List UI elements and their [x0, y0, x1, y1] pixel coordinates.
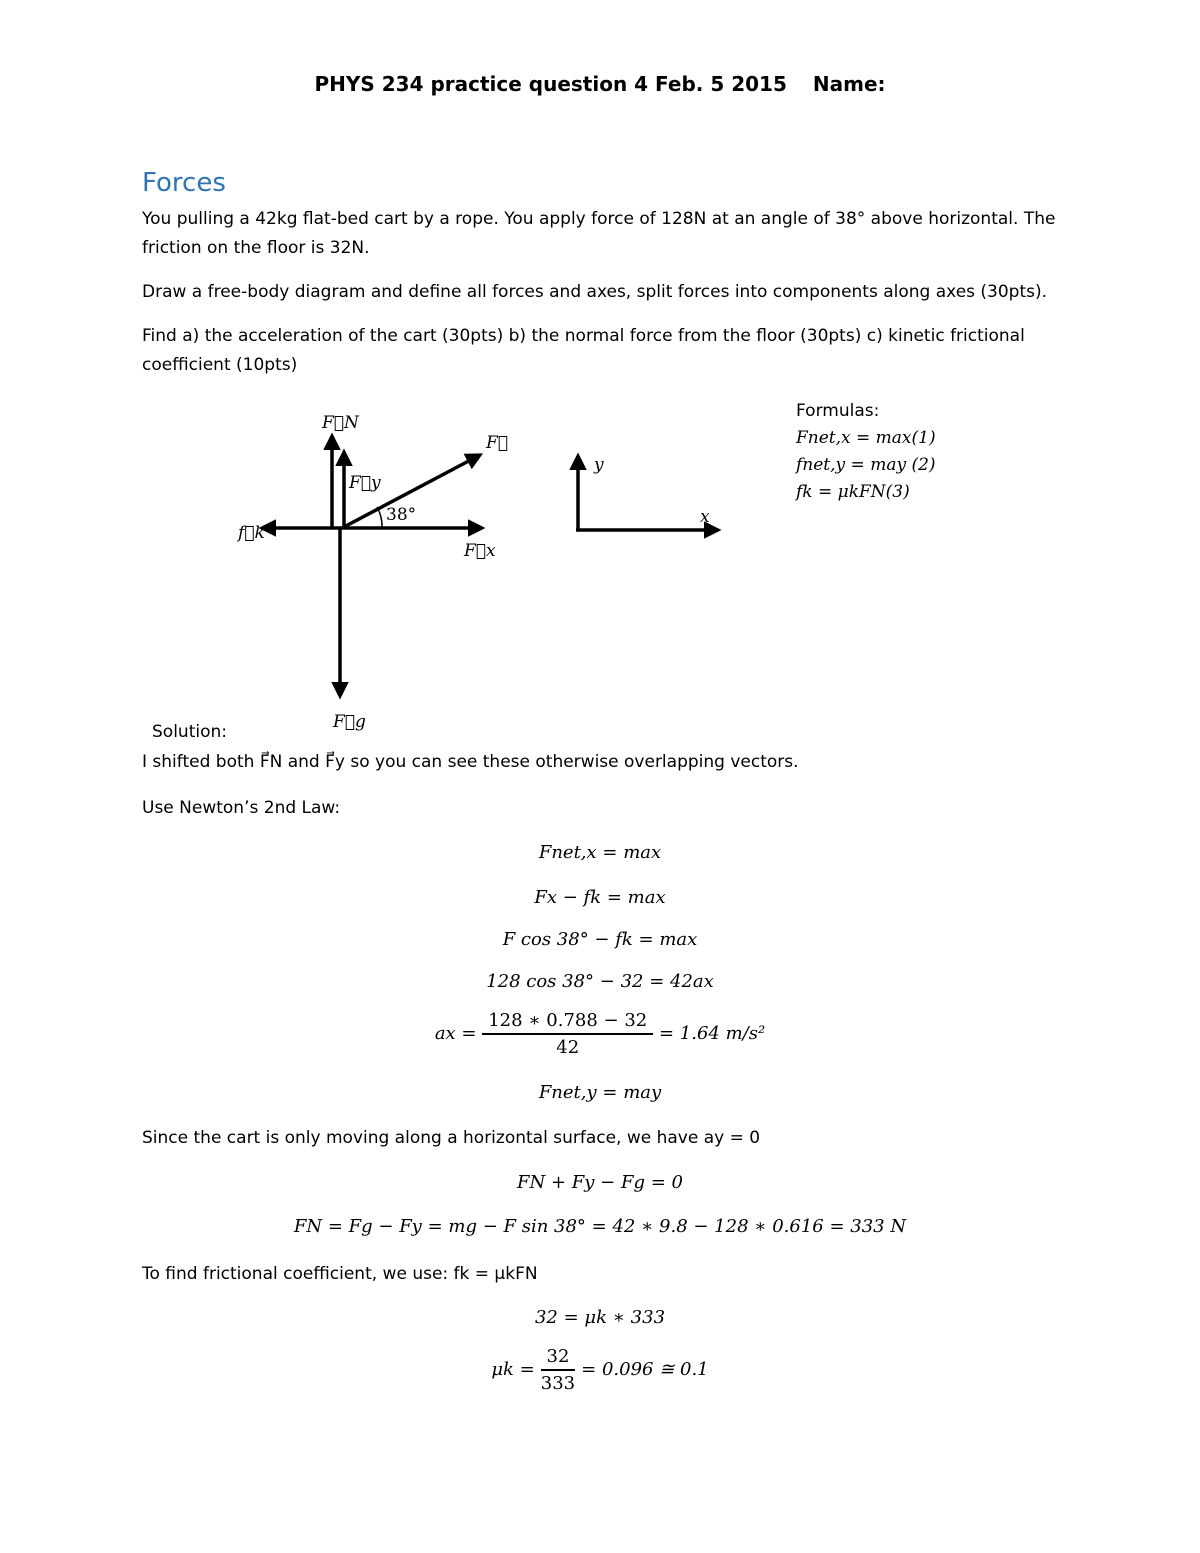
free-body-diagram	[0, 0, 1200, 760]
eq5-fraction	[482, 1010, 653, 1058]
newton-law-text: Use Newton’s 2nd Law:	[142, 798, 341, 818]
y-axis-label: y	[594, 455, 604, 475]
formula-1: Fnet,x = max(1)	[796, 428, 936, 448]
equation-9: 32 = μk ∗ 333	[534, 1307, 666, 1328]
problem-find: Find a) the acceleration of the cart (30pts) b) the normal force from the floor (30pts) c) kinetic frictional coefficient (10pts)	[142, 326, 1025, 375]
equation-10	[0, 1346, 1200, 1394]
name-label: Name:	[812, 72, 886, 96]
problem-statement: You pulling a 42kg flat-bed cart by a rope. You apply force of 128N at an angle of 38° above horizontal. The friction on the floor is 32N.	[142, 209, 1056, 258]
fk-label: f⃗k	[238, 523, 265, 543]
equation-2: Fx − fk = max	[534, 887, 666, 908]
angle-label: 38°	[386, 505, 417, 525]
fx-label: F⃗x	[464, 541, 496, 561]
section-heading: Forces	[142, 168, 226, 198]
formulas-title: Formulas:	[796, 401, 880, 421]
x-axis-label: x	[700, 507, 710, 527]
equation-5	[0, 1010, 1200, 1058]
equation-8: FN = Fg − Fy = mg − F sin 38° = 42 ∗ 9.8 − 128 ∗ 0.616 = 333 N	[293, 1216, 907, 1237]
fy-label: F⃗y	[349, 473, 381, 493]
to-find-text: To find frictional coefficient, we use: fk = μkFN	[142, 1264, 538, 1284]
problem-fbd-instruction: Draw a free-body diagram and define all forces and axes, split forces into components along axes (30pts).	[142, 282, 1048, 302]
fn-label: F⃗N	[322, 413, 359, 433]
equation-3: F cos 38° − fk = max	[502, 929, 698, 950]
formula-2: fnet,y = may (2)	[796, 455, 936, 475]
equation-6: Fnet,y = may	[538, 1082, 662, 1103]
eq10-denominator: 333	[540, 1373, 576, 1394]
eq10-numerator: 32	[541, 1346, 576, 1371]
eq10-lhs: μk =	[491, 1359, 535, 1380]
since-text: Since the cart is only moving along a horizontal surface, we have ay = 0	[142, 1128, 761, 1148]
eq10-rhs: = 0.096 ≅ 0.1	[581, 1359, 709, 1380]
equation-1: Fnet,x = max	[538, 842, 662, 863]
eq5-rhs: = 1.64 m/s²	[658, 1023, 766, 1044]
eq5-denominator: 42	[556, 1037, 580, 1058]
eq10-fraction	[541, 1346, 576, 1394]
f-label: F⃗	[486, 433, 508, 453]
formulas-box	[796, 398, 936, 506]
solution-note: I shifted both F⃗N and F⃗y so you can see these otherwise overlapping vectors.	[142, 752, 799, 772]
equation-7: FN + Fy − Fg = 0	[517, 1172, 683, 1193]
equation-4: 128 cos 38° − 32 = 42ax	[486, 971, 714, 992]
eq5-numerator: 128 ∗ 0.788 − 32	[482, 1010, 653, 1035]
formula-3: fk = μkFN(3)	[796, 482, 910, 502]
eq5-lhs: ax =	[434, 1023, 477, 1044]
title-text: PHYS 234 practice question 4 Feb. 5 2015	[314, 72, 787, 96]
solution-label: Solution:	[152, 722, 227, 742]
fg-label: F⃗g	[333, 712, 366, 732]
